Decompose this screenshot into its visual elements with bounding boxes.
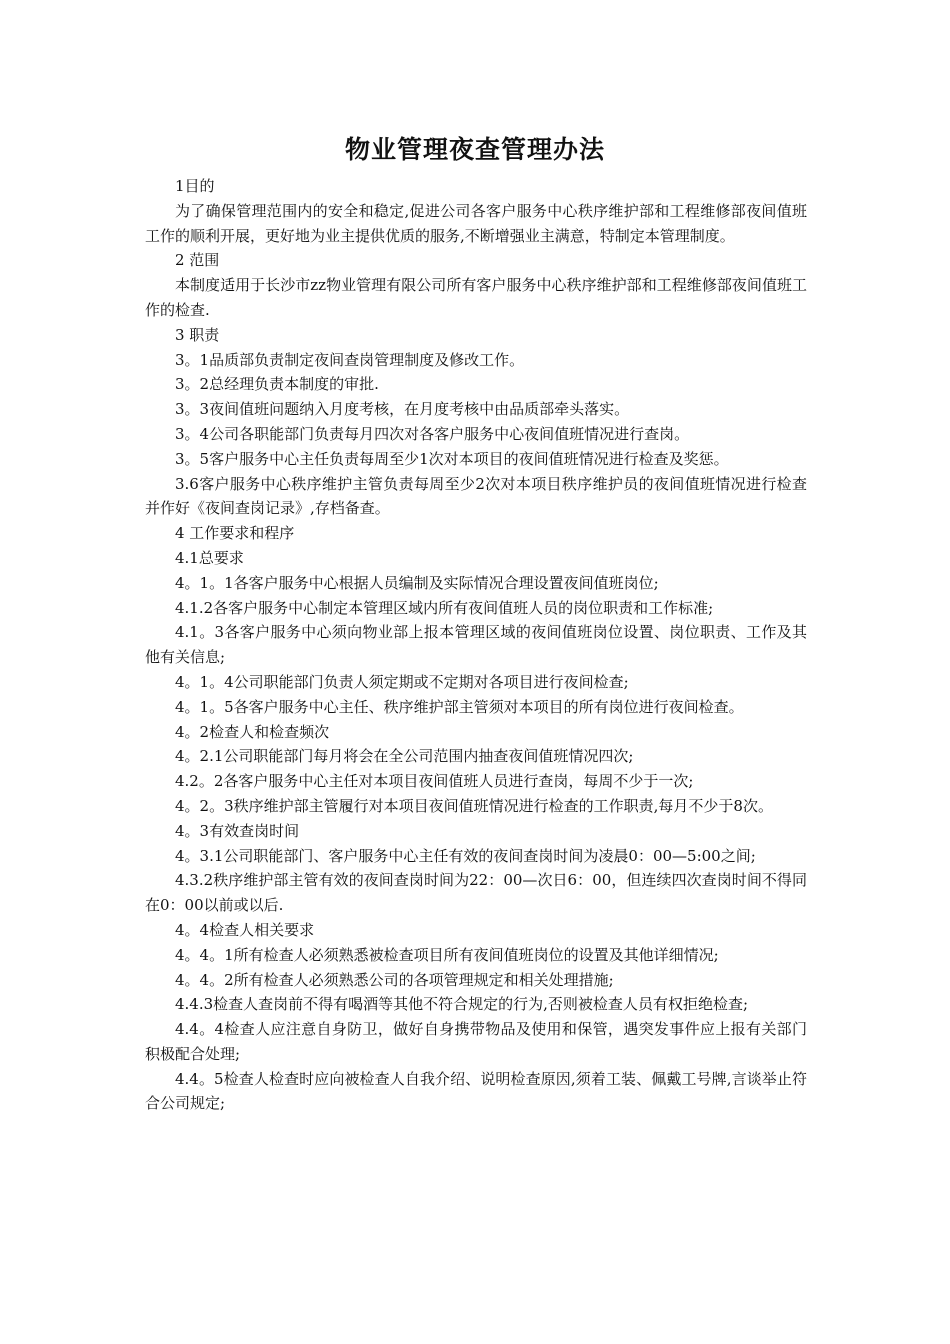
clause-4-2: 4。2检查人和检查频次 [175, 722, 330, 741]
paragraph-scope: 本制度适用于长沙市zz物业管理有限公司所有客户服务中心秩序维护部和工程维修部夜间值班工作的检查. [145, 276, 807, 319]
clause-4-4: 4。4检查人相关要求 [175, 920, 315, 939]
clause-4-4-1: 4。4。1所有检查人必须熟悉被检查项目所有夜间值班岗位的设置及其他详细情况; [175, 945, 719, 964]
clause-4-4-3: 4.4.3检查人查岗前不得有喝酒等其他不符合规定的行为,否则被检查人员有权拒绝检查; [175, 995, 748, 1014]
clause-3-4: 3。4公司各职能部门负责每月四次对各客户服务中心夜间值班情况进行查岗。 [175, 424, 690, 443]
clause-4-4-4: 4.4。4检查人应注意自身防卫，做好自身携带物品及使用和保管，遇突发事件应上报有关部门积极配合处理; [145, 1020, 807, 1063]
document-body [145, 174, 807, 1116]
document-title: 物业管理夜查管理办法 [344, 135, 605, 164]
heading-requirements: 4 工作要求和程序 [175, 524, 295, 543]
clause-4-3: 4。3有效查岗时间 [175, 821, 300, 840]
clause-3-5: 3。5客户服务中心主任负责每周至少1次对本项目的夜间值班情况进行检查及奖惩。 [175, 449, 729, 468]
clause-4-2-3: 4。2。3秩序维护部主管履行对本项目夜间值班情况进行检查的工作职责,每月不少于8次。 [175, 796, 773, 815]
clause-4-4-2: 4。4。2所有检查人必须熟悉公司的各项管理规定和相关处理措施; [175, 970, 614, 989]
clause-4-2-1: 4。2.1公司职能部门每月将会在全公司范围内抽查夜间值班情况四次; [175, 747, 634, 766]
clause-3-3: 3。3夜间值班问题纳入月度考核，在月度考核中由品质部牵头落实。 [175, 400, 630, 419]
heading-scope: 2 范围 [175, 251, 220, 270]
clause-4-1-3: 4.1。3各客户服务中心须向物业部上报本管理区域的夜间值班岗位设置、岗位职责、工作及其他有关信息; [145, 623, 807, 667]
paragraph-purpose: 为了确保管理范围内的安全和稳定,促进公司各客户服务中心秩序维护部和工程维修部夜间值班工作的顺利开展，更好地为业主提供优质的服务,不断增强业主满意，特制定本管理制度。 [145, 201, 807, 245]
clause-4-2-2: 4.2。2各客户服务中心主任对本项目夜间值班人员进行查岗，每周不少于一次; [175, 772, 694, 791]
clause-4-1-2: 4.1.2各客户服务中心制定本管理区域内所有夜间值班人员的岗位职责和工作标准; [175, 598, 714, 617]
clause-4-1-5: 4。1。5各客户服务中心主任、秩序维护部主管须对本项目的所有岗位进行夜间检查。 [175, 697, 744, 716]
heading-duties: 3 职责 [175, 325, 220, 344]
clause-4-1-4: 4。1。4公司职能部门负责人须定期或不定期对各项目进行夜间检查; [175, 672, 629, 691]
clause-4-3-1: 4。3.1公司职能部门、客户服务中心主任有效的夜间查岗时间为凌晨0：00—5:00之间; [175, 846, 756, 865]
clause-3-6: 3.6客户服务中心秩序维护主管负责每周至少2次对本项目秩序维护员的夜间值班情况进行检查并作好《夜间查岗记录》,存档备查。 [145, 474, 807, 518]
clause-4-1: 4.1总要求 [175, 548, 244, 567]
clause-3-2: 3。2总经理负责本制度的审批. [175, 375, 379, 394]
clause-4-4-5: 4.4。5检查人检查时应向被检查人自我介绍、说明检查原因,须着工装、佩戴工号牌,言谈举止符合公司规定; [145, 1069, 807, 1113]
clause-4-1-1: 4。1。1各客户服务中心根据人员编制及实际情况合理设置夜间值班岗位; [175, 573, 659, 592]
clause-4-3-2: 4.3.2秩序维护部主管有效的夜间查岗时间为22：00—次日6：00，但连续四次查岗时间不得同在0：00以前或以后. [145, 871, 807, 915]
heading-purpose: 1目的 [175, 177, 215, 195]
clause-3-1: 3。1品质部负责制定夜间查岗管理制度及修改工作。 [175, 350, 525, 369]
